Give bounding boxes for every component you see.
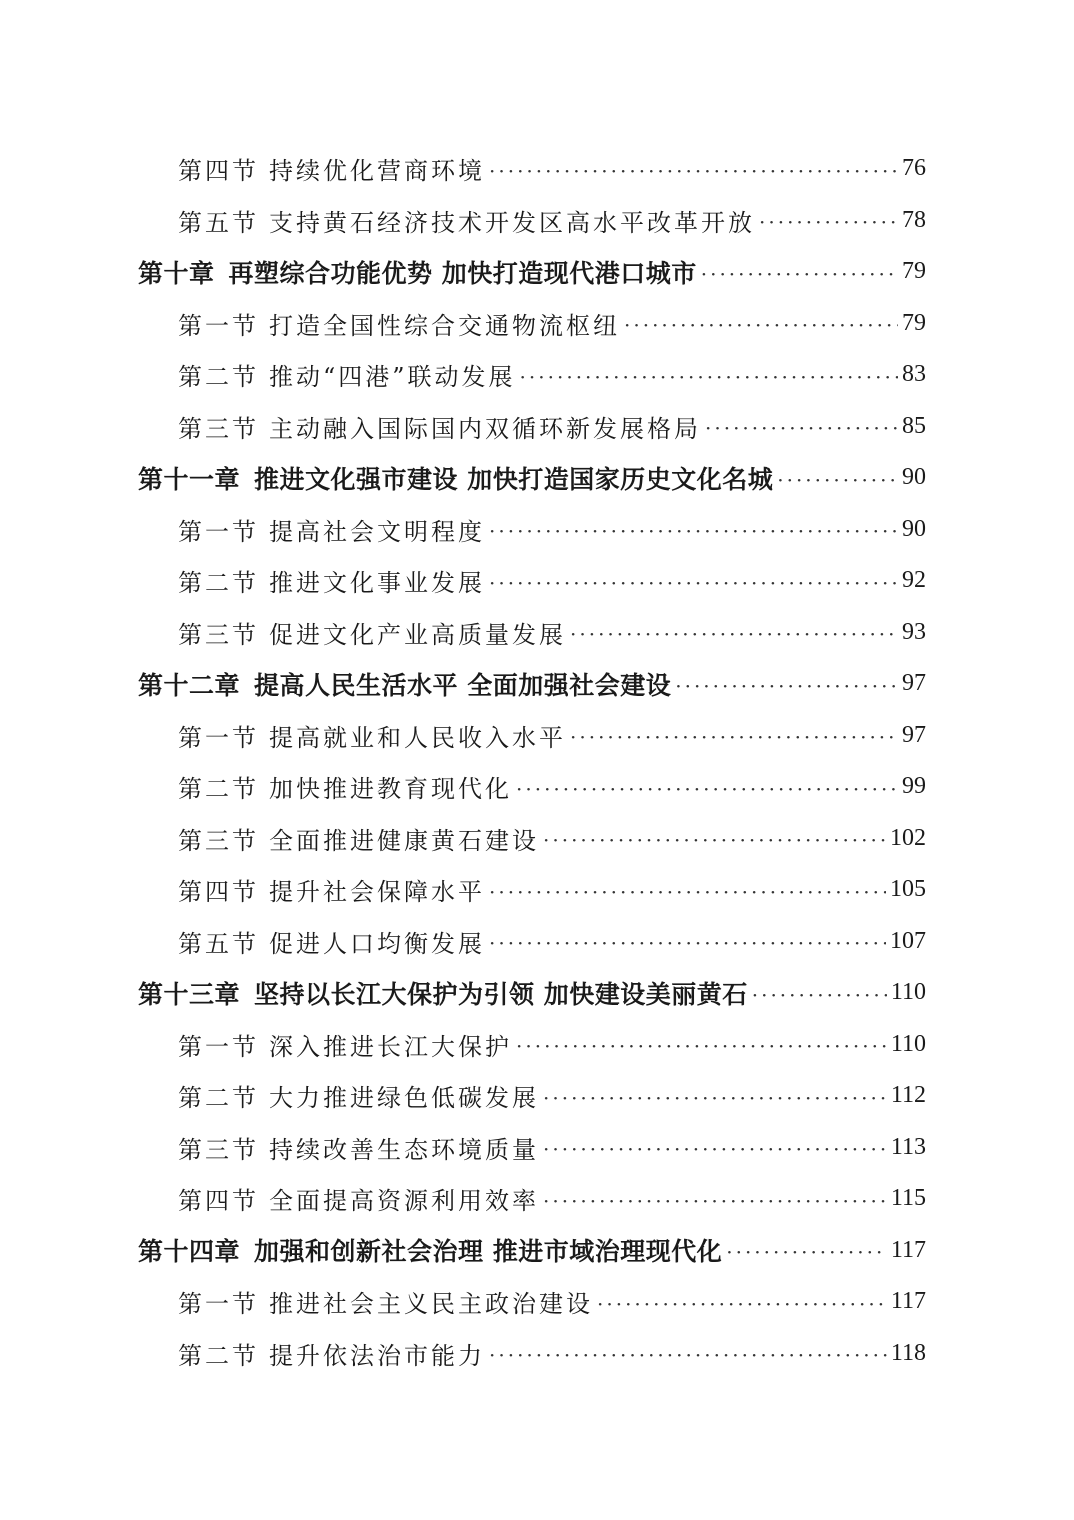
toc-section-entry[interactable] bbox=[0, 864, 1074, 916]
toc-page-number: 93 bbox=[902, 618, 926, 645]
toc-section-entry[interactable] bbox=[0, 1019, 1074, 1071]
toc-section-entry[interactable] bbox=[0, 143, 1074, 195]
toc-dot-leader bbox=[752, 983, 887, 1007]
toc-chapter-entry[interactable] bbox=[0, 658, 1074, 710]
toc-page-number: 76 bbox=[902, 155, 926, 182]
toc-dot-leader bbox=[597, 1292, 887, 1316]
toc-entry-title: 全面提高资源利用效率 bbox=[269, 1187, 539, 1216]
toc-chapter-entry[interactable] bbox=[0, 967, 1074, 1019]
toc-page-number: 97 bbox=[902, 721, 926, 748]
toc-page-number: 102 bbox=[890, 824, 926, 851]
toc-entry-title: 打造全国性综合交通物流枢纽 bbox=[269, 311, 620, 340]
toc-page-number: 117 bbox=[890, 1288, 926, 1315]
toc-dot-leader bbox=[543, 1086, 887, 1110]
toc-entry-number: 第一节 bbox=[178, 1290, 259, 1319]
toc-section-entry[interactable] bbox=[0, 761, 1074, 813]
toc-entry-label bbox=[178, 306, 620, 341]
toc-entry-label bbox=[178, 615, 566, 650]
toc-entry-label bbox=[178, 1284, 593, 1319]
toc-dot-leader bbox=[759, 210, 898, 234]
toc-section-entry[interactable] bbox=[0, 813, 1074, 865]
toc-entry-label bbox=[178, 1181, 539, 1216]
toc-entry-title: 促进人口均衡发展 bbox=[269, 929, 485, 958]
toc-entry-label bbox=[178, 357, 516, 392]
toc-entry-number: 第十一章 bbox=[138, 464, 241, 494]
toc-entry-title: 提高人民生活水平 全面加强社会建设 bbox=[254, 670, 672, 700]
toc-entry-number: 第五节 bbox=[178, 208, 259, 237]
toc-entry-number: 第四节 bbox=[178, 157, 259, 186]
toc-entry-title: 促进文化产业高质量发展 bbox=[269, 620, 566, 649]
toc-entry-title: 主动融入国际国内双循环新发展格局 bbox=[269, 414, 701, 443]
toc-entry-label bbox=[178, 872, 485, 907]
toc-entry-number: 第二节 bbox=[178, 1084, 259, 1113]
toc-entry-number: 第二节 bbox=[178, 363, 259, 392]
toc-entry-title: 大力推进绿色低碳发展 bbox=[269, 1084, 539, 1113]
toc-entry-number: 第十四章 bbox=[138, 1237, 241, 1267]
toc-dot-leader bbox=[489, 931, 886, 955]
toc-dot-leader bbox=[520, 365, 898, 389]
toc-page-number: 113 bbox=[890, 1133, 926, 1160]
toc-dot-leader bbox=[489, 880, 886, 904]
toc-page-number: 99 bbox=[902, 773, 926, 800]
toc-section-entry[interactable] bbox=[0, 349, 1074, 401]
toc-entry-title: 推进社会主义民主政治建设 bbox=[269, 1290, 593, 1319]
toc-dot-leader bbox=[516, 777, 898, 801]
toc-dot-leader bbox=[675, 674, 898, 698]
toc-dot-leader bbox=[489, 1343, 887, 1367]
toc-dot-leader bbox=[701, 262, 898, 286]
table-of-contents bbox=[0, 143, 1074, 1379]
toc-section-entry[interactable] bbox=[0, 607, 1074, 659]
toc-entry-label bbox=[178, 1027, 512, 1062]
toc-dot-leader bbox=[705, 416, 898, 440]
toc-entry-number: 第三节 bbox=[178, 620, 259, 649]
toc-entry-label bbox=[178, 769, 512, 804]
toc-entry-title: 全面推进健康黄石建设 bbox=[269, 826, 539, 855]
toc-section-entry[interactable] bbox=[0, 298, 1074, 350]
toc-page-number: 118 bbox=[890, 1339, 926, 1366]
toc-entry-number: 第十章 bbox=[138, 258, 215, 288]
toc-dot-leader bbox=[543, 828, 886, 852]
toc-dot-leader bbox=[489, 571, 898, 595]
toc-entry-title: 再塑综合功能优势 加快打造现代港口城市 bbox=[228, 258, 697, 288]
toc-page-number: 97 bbox=[902, 670, 926, 697]
toc-section-entry[interactable] bbox=[0, 195, 1074, 247]
toc-page-number: 83 bbox=[902, 361, 926, 388]
toc-entry-label bbox=[178, 1336, 485, 1371]
toc-entry-number: 第十二章 bbox=[138, 670, 241, 700]
toc-entry-number: 第三节 bbox=[178, 826, 259, 855]
toc-entry-label bbox=[178, 151, 485, 186]
toc-entry-label bbox=[138, 666, 671, 702]
toc-entry-title: 提升依法治市能力 bbox=[269, 1341, 485, 1370]
toc-section-entry[interactable] bbox=[0, 1276, 1074, 1328]
toc-entry-title: 推进文化强市建设 加快打造国家历史文化名城 bbox=[254, 464, 774, 494]
toc-section-entry[interactable] bbox=[0, 504, 1074, 556]
toc-entry-title: 提升社会保障水平 bbox=[269, 878, 485, 907]
toc-dot-leader bbox=[570, 622, 898, 646]
toc-dot-leader bbox=[543, 1189, 887, 1213]
toc-entry-number: 第二节 bbox=[178, 775, 259, 804]
toc-entry-title: 推动“四港”联动发展 bbox=[269, 363, 516, 392]
toc-section-entry[interactable] bbox=[0, 1328, 1074, 1380]
toc-entry-label bbox=[178, 1078, 539, 1113]
toc-section-entry[interactable] bbox=[0, 916, 1074, 968]
toc-page-number: 107 bbox=[890, 927, 926, 954]
toc-chapter-entry[interactable] bbox=[0, 452, 1074, 504]
toc-entry-label bbox=[178, 821, 539, 856]
toc-section-entry[interactable] bbox=[0, 555, 1074, 607]
toc-dot-leader bbox=[726, 1240, 887, 1264]
toc-dot-leader bbox=[543, 1137, 887, 1161]
toc-page-number: 78 bbox=[902, 206, 926, 233]
toc-entry-number: 第三节 bbox=[178, 414, 259, 443]
toc-entry-label bbox=[178, 512, 485, 547]
toc-page-number: 90 bbox=[902, 515, 926, 542]
toc-section-entry[interactable] bbox=[0, 401, 1074, 453]
toc-page-number: 110 bbox=[890, 979, 926, 1006]
toc-entry-number: 第十三章 bbox=[138, 979, 241, 1009]
toc-dot-leader bbox=[777, 468, 898, 492]
toc-page-number: 79 bbox=[902, 258, 926, 285]
toc-section-entry[interactable] bbox=[0, 1173, 1074, 1225]
toc-entry-label bbox=[138, 975, 748, 1011]
toc-page-number: 115 bbox=[890, 1185, 926, 1212]
toc-entry-label bbox=[178, 409, 701, 444]
toc-entry-title: 加快推进教育现代化 bbox=[269, 775, 512, 804]
toc-page-number: 110 bbox=[890, 1030, 926, 1057]
toc-entry-label bbox=[178, 563, 485, 598]
toc-chapter-entry[interactable] bbox=[0, 246, 1074, 298]
toc-entry-label bbox=[178, 1130, 539, 1165]
toc-section-entry[interactable] bbox=[0, 1122, 1074, 1174]
toc-entry-label bbox=[178, 924, 485, 959]
toc-entry-number: 第三节 bbox=[178, 1135, 259, 1164]
toc-page-number: 92 bbox=[902, 567, 926, 594]
toc-entry-number: 第五节 bbox=[178, 929, 259, 958]
toc-entry-number: 第四节 bbox=[178, 1187, 259, 1216]
toc-entry-title: 支持黄石经济技术开发区高水平改革开放 bbox=[269, 208, 755, 237]
toc-entry-title: 提高就业和人民收入水平 bbox=[269, 723, 566, 752]
toc-page-number: 85 bbox=[902, 412, 926, 439]
toc-entry-label bbox=[178, 203, 755, 238]
toc-dot-leader bbox=[489, 519, 898, 543]
toc-entry-title: 提高社会文明程度 bbox=[269, 517, 485, 546]
toc-dot-leader bbox=[489, 159, 898, 183]
toc-entry-title: 持续优化营商环境 bbox=[269, 157, 485, 186]
toc-section-entry[interactable] bbox=[0, 710, 1074, 762]
toc-entry-number: 第一节 bbox=[178, 1032, 259, 1061]
toc-entry-number: 第一节 bbox=[178, 517, 259, 546]
toc-entry-label bbox=[138, 460, 773, 496]
toc-entry-number: 第一节 bbox=[178, 723, 259, 752]
toc-page-number: 117 bbox=[890, 1236, 926, 1263]
toc-dot-leader bbox=[516, 1034, 887, 1058]
toc-dot-leader bbox=[570, 725, 898, 749]
toc-entry-title: 持续改善生态环境质量 bbox=[269, 1135, 539, 1164]
toc-page-number: 105 bbox=[890, 876, 926, 903]
toc-entry-label bbox=[138, 254, 697, 290]
toc-entry-title: 坚持以长江大保护为引领 加快建设美丽黄石 bbox=[254, 979, 748, 1009]
toc-entry-title: 深入推进长江大保护 bbox=[269, 1032, 512, 1061]
toc-page-number: 90 bbox=[902, 464, 926, 491]
toc-page-number: 79 bbox=[902, 309, 926, 336]
toc-entry-label bbox=[178, 718, 566, 753]
toc-entry-title: 推进文化事业发展 bbox=[269, 569, 485, 598]
toc-entry-title: 加强和创新社会治理 推进市域治理现代化 bbox=[254, 1237, 723, 1267]
toc-entry-number: 第四节 bbox=[178, 878, 259, 907]
toc-entry-number: 第一节 bbox=[178, 311, 259, 340]
toc-page-number: 112 bbox=[890, 1082, 926, 1109]
toc-dot-leader bbox=[624, 313, 898, 337]
toc-section-entry[interactable] bbox=[0, 1070, 1074, 1122]
toc-entry-number: 第二节 bbox=[178, 1341, 259, 1370]
toc-entry-label bbox=[138, 1232, 722, 1268]
toc-chapter-entry[interactable] bbox=[0, 1225, 1074, 1277]
toc-entry-number: 第二节 bbox=[178, 569, 259, 598]
